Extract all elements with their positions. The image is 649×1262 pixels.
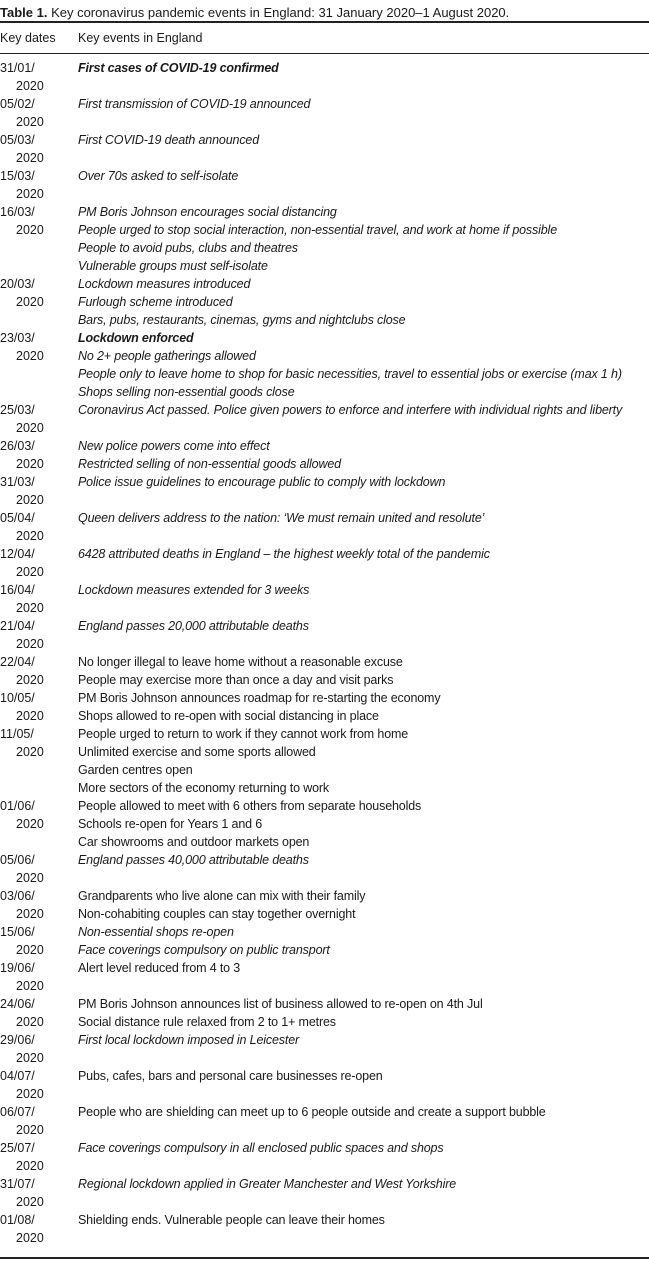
table-row bbox=[0, 329, 649, 401]
key-date bbox=[0, 1175, 76, 1211]
key-events bbox=[78, 545, 649, 563]
date-day-month: 21/04/ bbox=[0, 619, 35, 633]
table-row bbox=[0, 1211, 649, 1247]
event-item: Shops allowed to re-open with social distancing in place bbox=[78, 709, 379, 723]
date-year: 2020 bbox=[16, 1051, 44, 1065]
key-date bbox=[0, 1139, 76, 1175]
event-item: PM Boris Johnson announces list of business allowed to re-open on 4th Jul bbox=[78, 997, 483, 1011]
date-day-month: 04/07/ bbox=[0, 1069, 35, 1083]
key-events bbox=[78, 401, 649, 419]
event-item: Face coverings compulsory on public transport bbox=[78, 943, 330, 957]
key-date bbox=[0, 59, 76, 95]
table-row bbox=[0, 1139, 649, 1175]
date-year: 2020 bbox=[16, 979, 44, 993]
date-day-month: 23/03/ bbox=[0, 331, 35, 345]
key-date bbox=[0, 275, 76, 311]
key-events bbox=[78, 725, 649, 797]
date-year: 2020 bbox=[16, 565, 44, 579]
table-caption bbox=[0, 5, 509, 20]
table-row bbox=[0, 725, 649, 797]
table-row bbox=[0, 797, 649, 851]
date-day-month: 20/03/ bbox=[0, 277, 35, 291]
table-label: Table 1. bbox=[0, 5, 48, 20]
date-day-month: 01/08/ bbox=[0, 1213, 35, 1227]
event-item: Queen delivers address to the nation: ‘We must remain united and resolute’ bbox=[78, 511, 485, 525]
event-item: Social distance rule relaxed from 2 to 1+ metres bbox=[78, 1015, 336, 1029]
event-item: People urged to stop social interaction, non-essential travel, and work at home if possible bbox=[78, 223, 557, 237]
date-year: 2020 bbox=[16, 673, 44, 687]
event-item: Grandparents who live alone can mix with their family bbox=[78, 889, 366, 903]
key-date bbox=[0, 1103, 76, 1139]
date-day-month: 10/05/ bbox=[0, 691, 35, 705]
event-item: Vulnerable groups must self-isolate bbox=[78, 259, 268, 273]
event-item: People who are shielding can meet up to 6 people outside and create a support bubble bbox=[78, 1105, 546, 1119]
event-item: Pubs, cafes, bars and personal care businesses re-open bbox=[78, 1069, 383, 1083]
date-year: 2020 bbox=[16, 601, 44, 615]
table-row bbox=[0, 437, 649, 473]
key-events bbox=[78, 1139, 649, 1157]
key-date bbox=[0, 1031, 76, 1067]
header-key-dates: Key dates bbox=[0, 31, 56, 45]
key-date bbox=[0, 545, 76, 581]
event-item: Alert level reduced from 4 to 3 bbox=[78, 961, 241, 975]
table-row bbox=[0, 473, 649, 509]
event-item: First transmission of COVID-19 announced bbox=[78, 97, 311, 111]
key-events bbox=[78, 923, 649, 959]
date-year: 2020 bbox=[16, 493, 44, 507]
table-body bbox=[0, 59, 649, 1247]
key-events bbox=[78, 1211, 649, 1229]
date-day-month: 31/03/ bbox=[0, 475, 35, 489]
date-year: 2020 bbox=[16, 1159, 44, 1173]
key-date bbox=[0, 689, 76, 725]
date-year: 2020 bbox=[16, 187, 44, 201]
key-date bbox=[0, 437, 76, 473]
event-item: Furlough scheme introduced bbox=[78, 295, 233, 309]
table-row bbox=[0, 509, 649, 545]
key-events bbox=[78, 653, 649, 689]
table-row bbox=[0, 887, 649, 923]
date-day-month: 01/06/ bbox=[0, 799, 35, 813]
date-day-month: 24/06/ bbox=[0, 997, 35, 1011]
event-item: Bars, pubs, restaurants, cinemas, gyms and nightclubs close bbox=[78, 313, 406, 327]
date-day-month: 11/05/ bbox=[0, 727, 34, 741]
date-year: 2020 bbox=[16, 151, 44, 165]
date-year: 2020 bbox=[16, 223, 44, 237]
event-item: Garden centres open bbox=[78, 763, 193, 777]
event-item: Coronavirus Act passed. Police given powers to enforce and interfere with individual rights and liberty bbox=[78, 403, 623, 417]
date-year: 2020 bbox=[16, 529, 44, 543]
date-day-month: 31/01/ bbox=[0, 61, 35, 75]
event-item: England passes 40,000 attributable deaths bbox=[78, 853, 309, 867]
date-day-month: 03/06/ bbox=[0, 889, 35, 903]
key-date bbox=[0, 725, 76, 761]
date-day-month: 26/03/ bbox=[0, 439, 35, 453]
key-events bbox=[78, 509, 649, 527]
event-item: First COVID-19 death announced bbox=[78, 133, 260, 147]
key-date bbox=[0, 581, 76, 617]
event-item: People only to leave home to shop for basic necessities, travel to essential jobs or exercise (max 1 h) bbox=[78, 367, 622, 381]
table-row bbox=[0, 167, 649, 203]
table-row bbox=[0, 959, 649, 995]
date-day-month: 16/03/ bbox=[0, 205, 35, 219]
key-events bbox=[78, 797, 649, 851]
date-day-month: 15/06/ bbox=[0, 925, 35, 939]
key-date bbox=[0, 851, 76, 887]
date-day-month: 16/04/ bbox=[0, 583, 35, 597]
table-row bbox=[0, 401, 649, 437]
key-date bbox=[0, 131, 76, 167]
date-year: 2020 bbox=[16, 709, 44, 723]
date-day-month: 25/03/ bbox=[0, 403, 35, 417]
date-day-month: 15/03/ bbox=[0, 169, 35, 183]
date-year: 2020 bbox=[16, 1015, 44, 1029]
table-row bbox=[0, 1175, 649, 1211]
key-events bbox=[78, 1031, 649, 1049]
key-date bbox=[0, 1067, 76, 1103]
date-year: 2020 bbox=[16, 637, 44, 651]
table-row bbox=[0, 581, 649, 617]
key-events bbox=[78, 1103, 649, 1121]
key-events bbox=[78, 131, 649, 149]
table-row bbox=[0, 1067, 649, 1103]
key-date bbox=[0, 95, 76, 131]
date-day-month: 05/03/ bbox=[0, 133, 35, 147]
key-date bbox=[0, 401, 76, 437]
event-item: Shops selling non-essential goods close bbox=[78, 385, 295, 399]
event-item: More sectors of the economy returning to work bbox=[78, 781, 330, 795]
date-year: 2020 bbox=[16, 1195, 44, 1209]
event-item: Restricted selling of non-essential goods allowed bbox=[78, 457, 341, 471]
event-item: Regional lockdown applied in Greater Manchester and West Yorkshire bbox=[78, 1177, 457, 1191]
date-year: 2020 bbox=[16, 1123, 44, 1137]
event-item: 6428 attributed deaths in England – the highest weekly total of the pandemic bbox=[78, 547, 490, 561]
date-year: 2020 bbox=[16, 349, 44, 363]
event-item: No 2+ people gatherings allowed bbox=[78, 349, 256, 363]
event-item: Face coverings compulsory in all enclosed public spaces and shops bbox=[78, 1141, 444, 1155]
event-item: Shielding ends. Vulnerable people can leave their homes bbox=[78, 1213, 385, 1227]
date-day-month: 12/04/ bbox=[0, 547, 35, 561]
date-year: 2020 bbox=[16, 907, 44, 921]
key-date bbox=[0, 509, 76, 545]
key-events bbox=[78, 203, 649, 275]
event-item: Schools re-open for Years 1 and 6 bbox=[78, 817, 263, 831]
key-date bbox=[0, 473, 76, 509]
key-date bbox=[0, 653, 76, 689]
table-row bbox=[0, 617, 649, 653]
key-date bbox=[0, 995, 76, 1031]
header-rule bbox=[0, 53, 649, 54]
event-item: First cases of COVID-19 confirmed bbox=[78, 61, 279, 75]
key-events bbox=[78, 959, 649, 977]
event-item: Unlimited exercise and some sports allowed bbox=[78, 745, 316, 759]
key-events bbox=[78, 95, 649, 113]
key-date bbox=[0, 797, 76, 833]
bottom-rule bbox=[0, 1257, 649, 1259]
date-day-month: 31/07/ bbox=[0, 1177, 35, 1191]
table-row bbox=[0, 203, 649, 275]
key-events bbox=[78, 59, 649, 77]
key-date bbox=[0, 167, 76, 203]
date-year: 2020 bbox=[16, 1231, 44, 1245]
event-item: Non-cohabiting couples can stay together overnight bbox=[78, 907, 356, 921]
event-item: People may exercise more than once a day and visit parks bbox=[78, 673, 394, 687]
event-item: Lockdown enforced bbox=[78, 331, 194, 345]
key-date bbox=[0, 959, 76, 995]
key-events bbox=[78, 275, 649, 329]
table-row bbox=[0, 653, 649, 689]
key-date bbox=[0, 617, 76, 653]
table-row bbox=[0, 275, 649, 329]
key-events bbox=[78, 995, 649, 1031]
date-day-month: 05/02/ bbox=[0, 97, 35, 111]
table-row bbox=[0, 923, 649, 959]
date-day-month: 19/06/ bbox=[0, 961, 35, 975]
top-rule bbox=[0, 21, 649, 23]
key-date bbox=[0, 329, 76, 365]
event-item: People urged to return to work if they cannot work from home bbox=[78, 727, 409, 741]
key-events bbox=[78, 887, 649, 923]
date-year: 2020 bbox=[16, 745, 44, 759]
table-row bbox=[0, 59, 649, 95]
event-item: People to avoid pubs, clubs and theatres bbox=[78, 241, 298, 255]
event-item: No longer illegal to leave home without a reasonable excuse bbox=[78, 655, 403, 669]
key-date bbox=[0, 203, 76, 239]
header-key-events: Key events in England bbox=[78, 31, 203, 45]
table-row bbox=[0, 131, 649, 167]
date-year: 2020 bbox=[16, 421, 44, 435]
key-events bbox=[78, 689, 649, 725]
date-day-month: 22/04/ bbox=[0, 655, 35, 669]
event-item: PM Boris Johnson announces roadmap for re-starting the economy bbox=[78, 691, 441, 705]
key-events bbox=[78, 1067, 649, 1085]
key-events bbox=[78, 581, 649, 599]
date-year: 2020 bbox=[16, 943, 44, 957]
key-events bbox=[78, 1175, 649, 1193]
table-row bbox=[0, 545, 649, 581]
key-events bbox=[78, 851, 649, 869]
key-date bbox=[0, 887, 76, 923]
event-item: Police issue guidelines to encourage public to comply with lockdown bbox=[78, 475, 446, 489]
event-item: Car showrooms and outdoor markets open bbox=[78, 835, 310, 849]
date-year: 2020 bbox=[16, 115, 44, 129]
date-day-month: 05/04/ bbox=[0, 511, 35, 525]
table-row bbox=[0, 1031, 649, 1067]
key-events bbox=[78, 329, 649, 401]
date-year: 2020 bbox=[16, 817, 44, 831]
date-day-month: 05/06/ bbox=[0, 853, 35, 867]
event-item: New police powers come into effect bbox=[78, 439, 270, 453]
date-year: 2020 bbox=[16, 457, 44, 471]
event-item: First local lockdown imposed in Leicester bbox=[78, 1033, 300, 1047]
key-events bbox=[78, 617, 649, 635]
date-day-month: 29/06/ bbox=[0, 1033, 35, 1047]
event-item: Non-essential shops re-open bbox=[78, 925, 234, 939]
event-item: People allowed to meet with 6 others from separate households bbox=[78, 799, 422, 813]
event-item: Over 70s asked to self-isolate bbox=[78, 169, 239, 183]
date-day-month: 06/07/ bbox=[0, 1105, 35, 1119]
event-item: England passes 20,000 attributable deaths bbox=[78, 619, 309, 633]
key-events bbox=[78, 167, 649, 185]
date-year: 2020 bbox=[16, 79, 44, 93]
date-year: 2020 bbox=[16, 1087, 44, 1101]
table-row bbox=[0, 689, 649, 725]
event-item: Lockdown measures extended for 3 weeks bbox=[78, 583, 310, 597]
key-events bbox=[78, 437, 649, 473]
table-row bbox=[0, 95, 649, 131]
key-date bbox=[0, 923, 76, 959]
table-row bbox=[0, 1103, 649, 1139]
table-header bbox=[0, 29, 649, 47]
table-row bbox=[0, 851, 649, 887]
key-date bbox=[0, 1211, 76, 1247]
event-item: PM Boris Johnson encourages social distancing bbox=[78, 205, 337, 219]
event-item: Lockdown measures introduced bbox=[78, 277, 251, 291]
key-events bbox=[78, 473, 649, 491]
date-day-month: 25/07/ bbox=[0, 1141, 35, 1155]
table-row bbox=[0, 995, 649, 1031]
table-title: Key coronavirus pandemic events in England: 31 January 2020–1 August 2020. bbox=[47, 5, 510, 20]
date-year: 2020 bbox=[16, 295, 44, 309]
date-year: 2020 bbox=[16, 871, 44, 885]
